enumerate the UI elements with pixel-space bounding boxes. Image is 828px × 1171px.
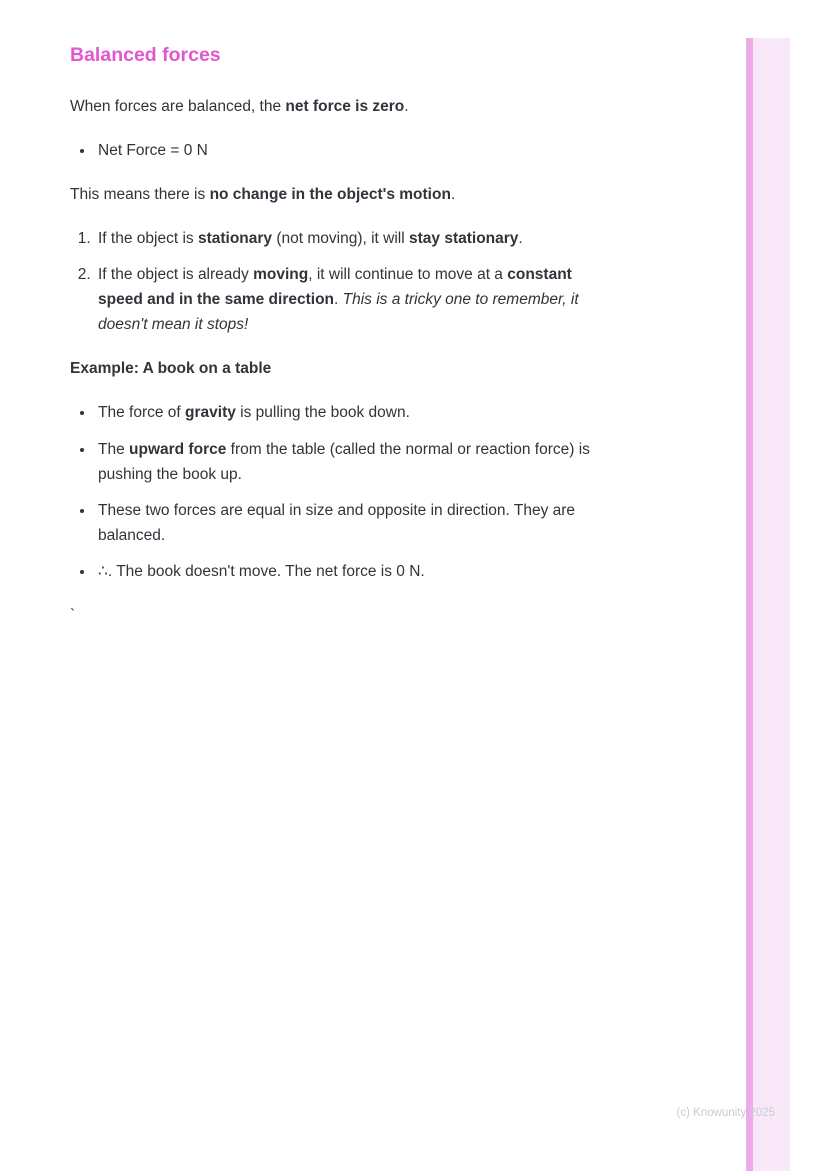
text-segment: The bbox=[98, 440, 130, 458]
right-accent-line bbox=[746, 38, 753, 1171]
motion-rules-list bbox=[70, 226, 610, 337]
text-segment: moving bbox=[253, 266, 309, 284]
copyright-watermark: (c) Knowunity 2025 bbox=[676, 1107, 775, 1119]
list-item bbox=[95, 437, 610, 487]
text-segment: gravity bbox=[185, 404, 236, 422]
text-segment: upward force bbox=[129, 440, 227, 458]
text-segment: net force is zero bbox=[285, 97, 405, 115]
list-item: • ∴. The book doesn't move. The net force is 0 N. bbox=[95, 559, 610, 584]
list-item bbox=[95, 262, 610, 337]
text-segment: . bbox=[518, 229, 523, 247]
example-heading: Example: A book on a table bbox=[70, 360, 272, 378]
text-segment: stay stationary bbox=[409, 229, 519, 247]
text-segment: (not moving), it will bbox=[272, 229, 409, 247]
text-segment: from the table (called the normal or reaction force) is pushing the book up. bbox=[98, 440, 590, 483]
paragraph-means bbox=[70, 182, 610, 207]
text-segment: This means there is bbox=[70, 185, 210, 203]
text-segment: no change in the object's motion bbox=[209, 185, 451, 203]
text-segment: This is a tricky one to remember, it doesn't mean it stops! bbox=[98, 291, 579, 334]
text-segment: constant speed and in the same direction bbox=[98, 266, 572, 309]
text-segment: , it will continue to move at a bbox=[308, 266, 508, 284]
list-item bbox=[95, 226, 610, 251]
text-segment: . bbox=[404, 97, 409, 115]
text-segment: When forces are balanced, the bbox=[70, 97, 286, 115]
document-content bbox=[70, 40, 610, 628]
text-segment: stationary bbox=[197, 229, 273, 247]
text-segment: . bbox=[450, 185, 456, 203]
list-item bbox=[95, 400, 610, 425]
list-item: • These two forces are equal in size and opposite in direction. They are balanced. bbox=[95, 498, 610, 548]
page-title: Balanced forces bbox=[70, 44, 221, 66]
text-segment: is pulling the book down. bbox=[235, 404, 410, 422]
text-segment: If the object is bbox=[98, 229, 198, 247]
right-accent-band bbox=[753, 38, 790, 1171]
list-item: • Net Force = 0 N bbox=[95, 138, 610, 163]
text-segment: . bbox=[334, 291, 343, 309]
text-segment: If the object is already bbox=[98, 266, 254, 284]
paragraph-intro bbox=[70, 94, 610, 119]
stray-character: ` bbox=[70, 607, 76, 625]
net-force-list bbox=[70, 138, 610, 163]
example-list bbox=[70, 400, 610, 584]
text-segment: The force of bbox=[98, 404, 186, 422]
